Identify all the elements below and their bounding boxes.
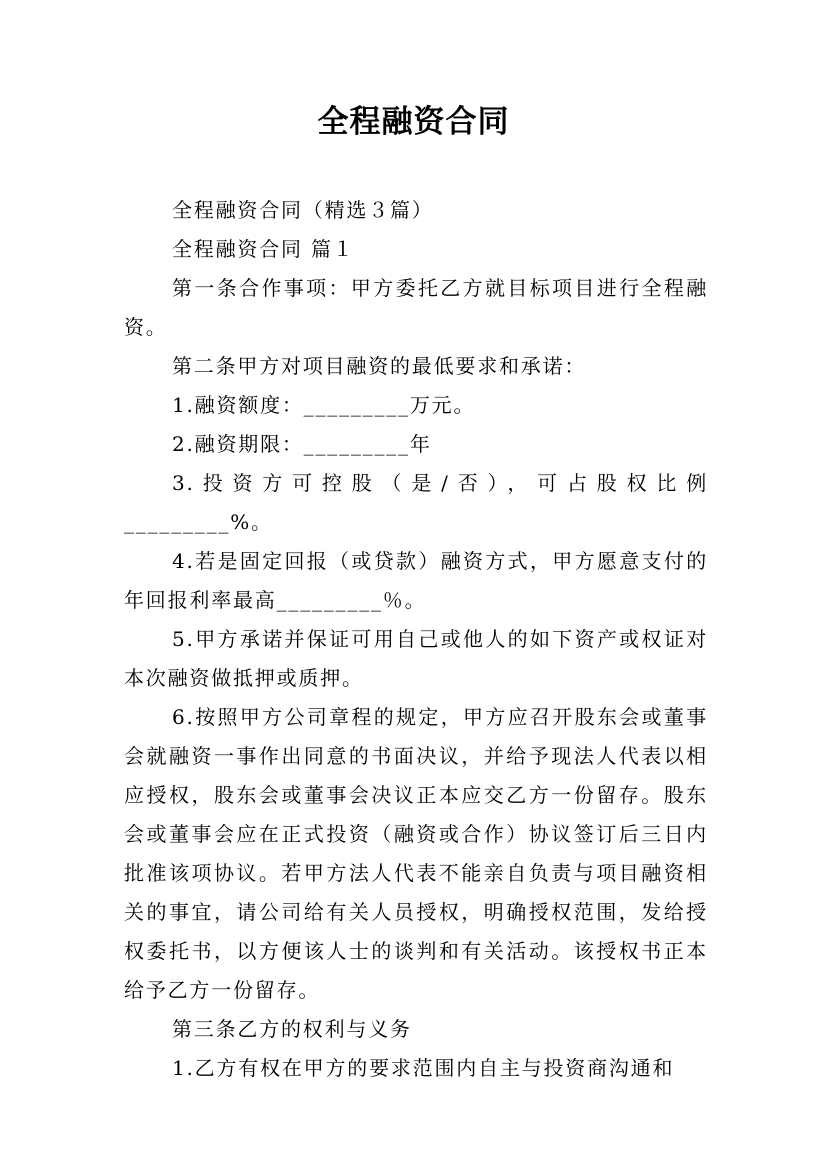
list-item: 3.投资方可控股（是/否），可占股权比例_________%。 xyxy=(124,471,708,534)
article-paragraph: 第三条乙方的权利与义务 xyxy=(172,1017,412,1041)
list-item: 4.若是固定回报（或贷款）融资方式，甲方愿意支付的年回报利率最高_________％。 xyxy=(124,549,708,612)
subtitle-paragraph: 全程融资合同（精选３篇） xyxy=(172,198,434,222)
list-item: 1.融资额度：_________万元。 xyxy=(172,393,476,417)
list-item: 6.按照甲方公司章程的规定，甲方应召开股东会或董事会就融资一事作出同意的书面决议，并给予现法人代表以相应授权，股东会或董事会决议正本应交乙方一份留存。股东会或董事会应在正式投资（融资或合作）协议签订后三日内批准该项协议。若甲方法人代表不能亲自负责与项目融资相关的事宜，请公司给有关人员授权，明确授权范围，发给授权委托书，以方便该人士的谈判和有关活动。该授权书正本给予乙方一份留存。 xyxy=(124,705,708,1002)
list-item: 2.融资期限：_________年 xyxy=(172,432,432,456)
section-heading: 全程融资合同 篇１ xyxy=(172,237,355,261)
list-item: 1.乙方有权在甲方的要求范围内自主与投资商沟通和 xyxy=(172,1056,675,1080)
article-paragraph: 第一条合作事项：甲方委托乙方就目标项目进行全程融资。 xyxy=(124,276,708,339)
document-body xyxy=(124,191,708,1088)
document-title: 全程融资合同 xyxy=(317,104,510,140)
list-item: 5.甲方承诺并保证可用自己或他人的如下资产或权证对本次融资做抵押或质押。 xyxy=(124,627,708,690)
article-paragraph: 第二条甲方对项目融资的最低要求和承诺： xyxy=(172,354,587,378)
